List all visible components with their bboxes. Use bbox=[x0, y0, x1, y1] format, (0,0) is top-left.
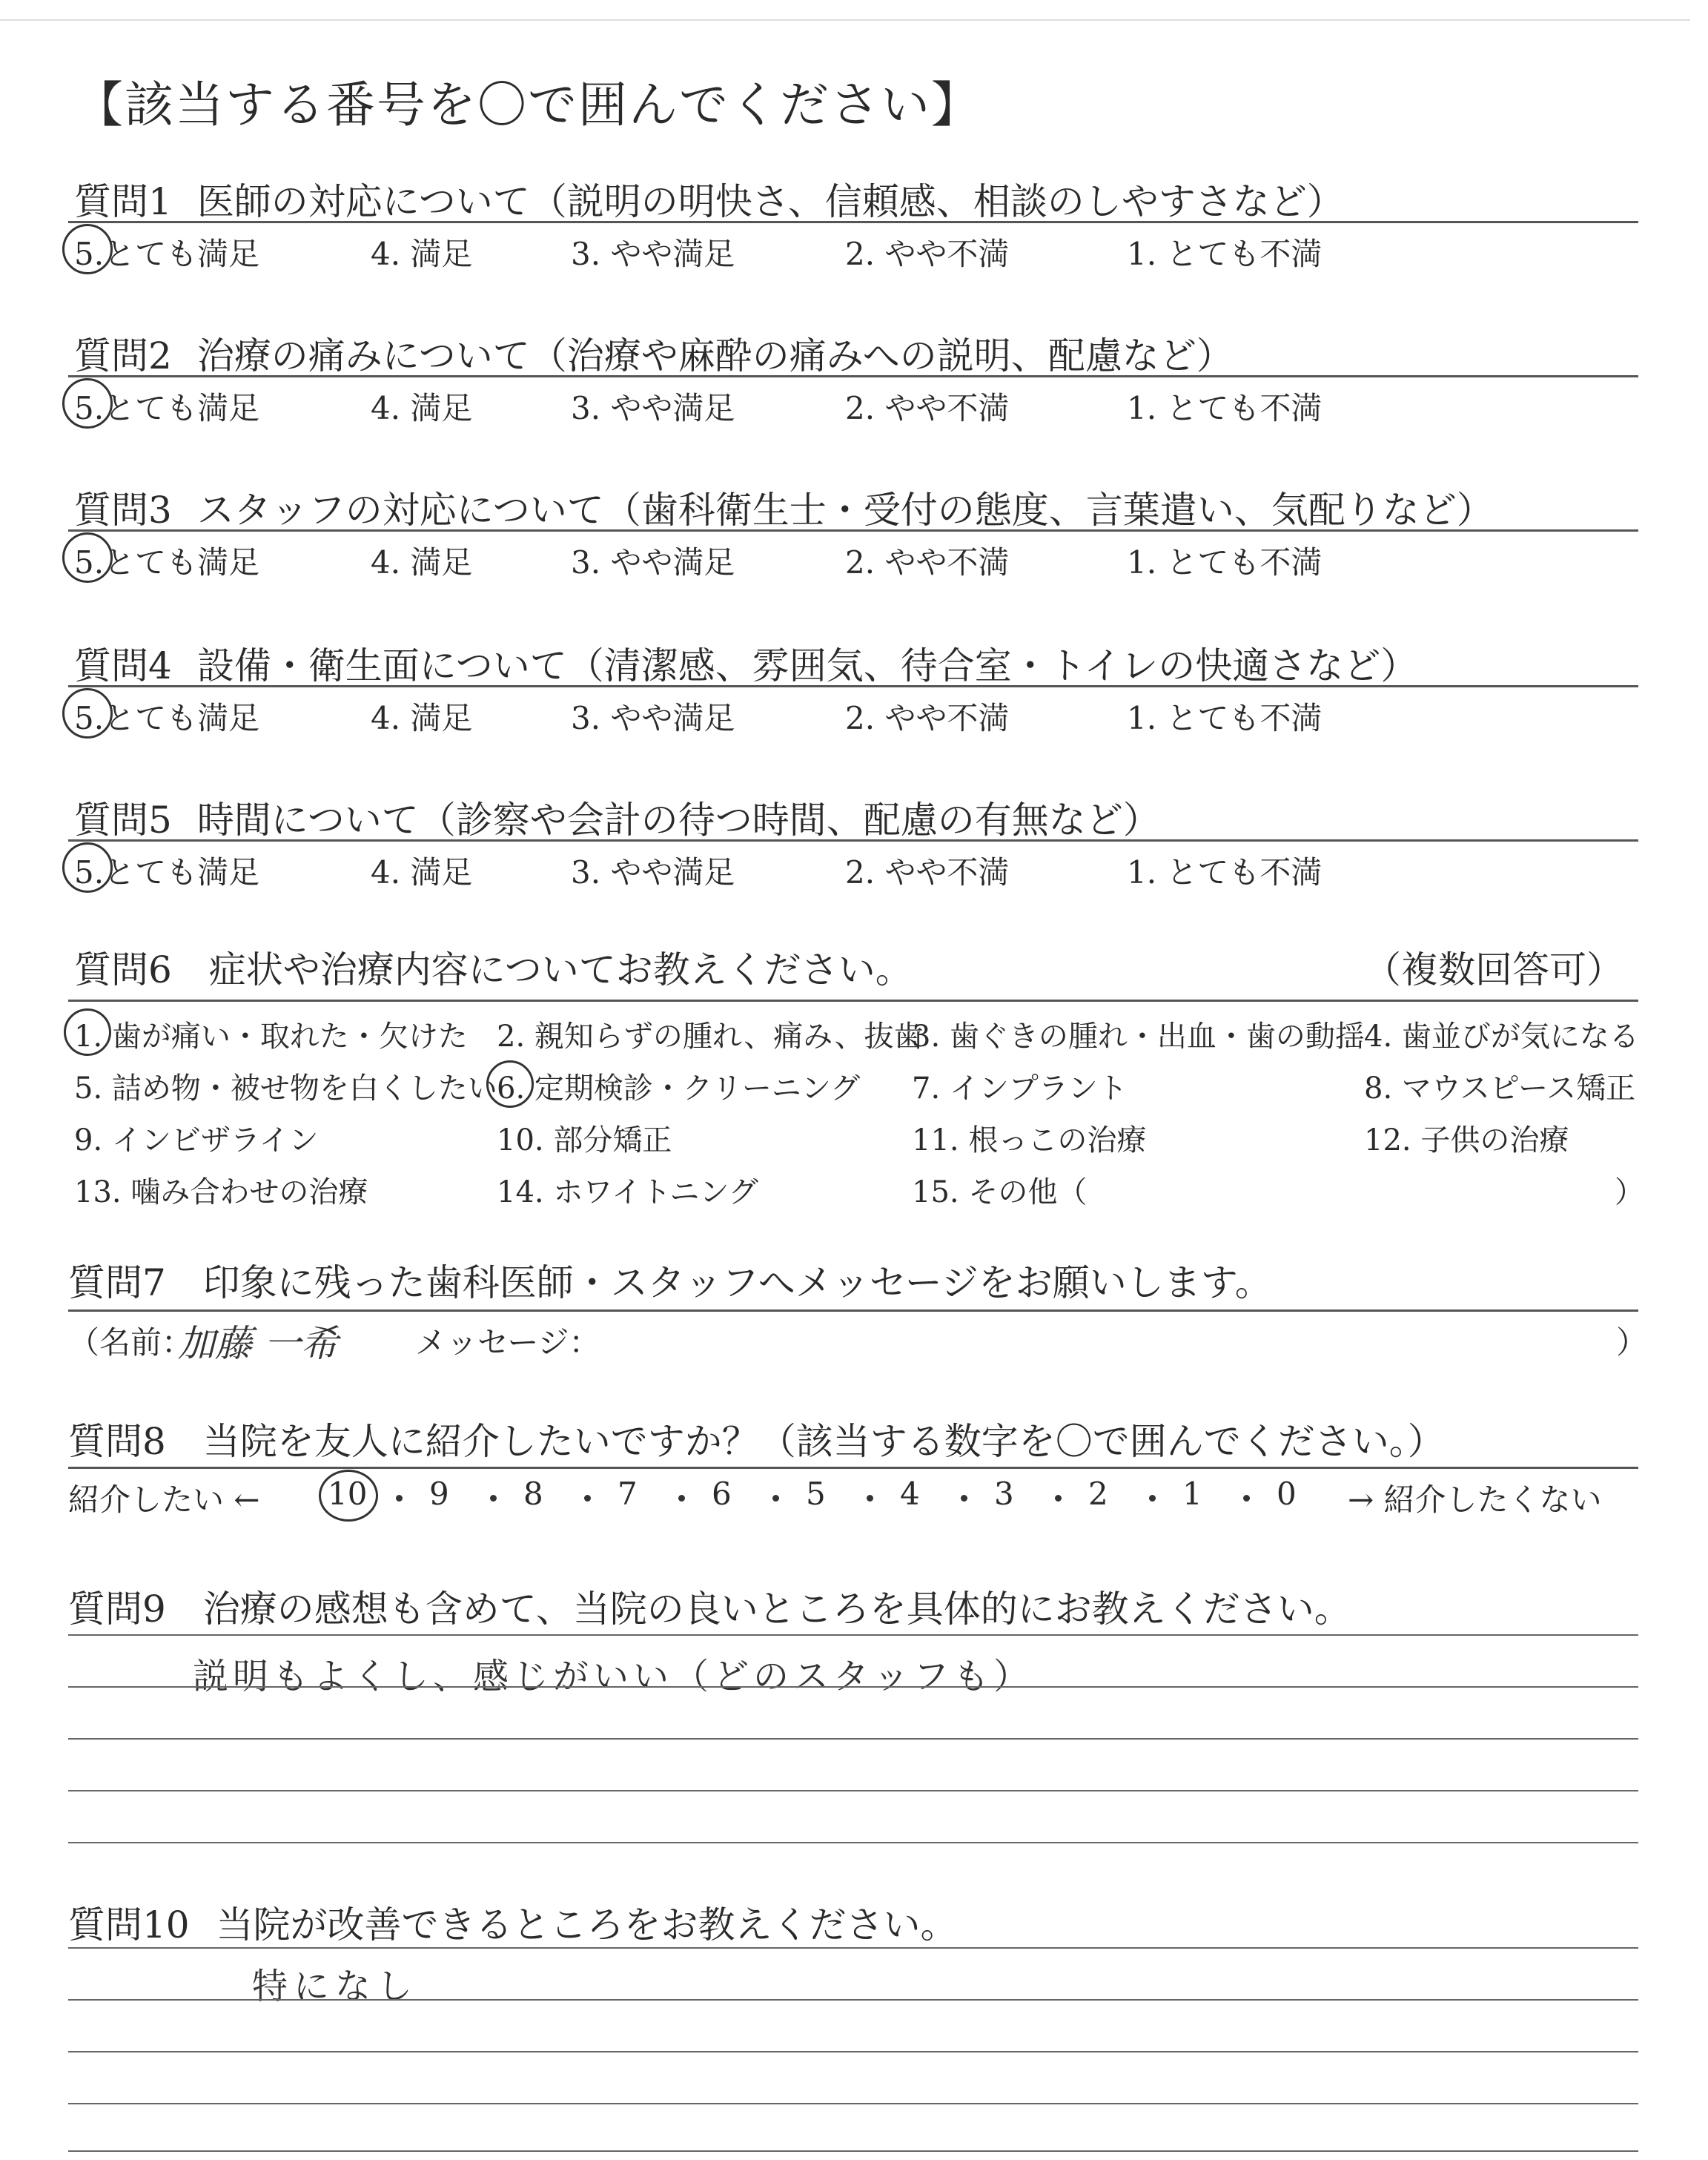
q3-text: スタッフの対応について（歯科衛生士・受付の態度、言葉遣い、気配りなど） bbox=[196, 489, 1494, 532]
q10-line bbox=[68, 2051, 1638, 2052]
q10-line bbox=[68, 2150, 1638, 2152]
q9-line bbox=[68, 1686, 1638, 1688]
q1-selection-circle bbox=[62, 224, 113, 274]
q3-heading bbox=[74, 480, 1494, 534]
q8-scale-separator bbox=[678, 1495, 685, 1502]
q3-option-4[interactable]: 4. 満足 bbox=[371, 544, 473, 581]
q10-line bbox=[68, 1947, 1638, 1949]
q5-option-4[interactable]: 4. 満足 bbox=[371, 854, 473, 891]
q6-option-3[interactable]: 3. 歯ぐきの腫れ・出血・歯の動揺 bbox=[912, 1020, 1365, 1054]
q1-rule bbox=[68, 221, 1638, 223]
q5-rule bbox=[68, 839, 1638, 842]
q8-text: 当院を友人に紹介したいですか？（該当する数字を〇で囲んでください。） bbox=[202, 1420, 1445, 1463]
q5-option-3[interactable]: 3. やや満足 bbox=[571, 854, 735, 891]
q6-selection-circle bbox=[486, 1060, 534, 1108]
q9-line bbox=[68, 1842, 1638, 1843]
q9-text: 治療の感想も含めて、当院の良いところを具体的にお教えください。 bbox=[202, 1588, 1351, 1631]
q8-scale-5[interactable]: 5 bbox=[806, 1476, 826, 1512]
q6-note: （複数回答可） bbox=[1364, 948, 1623, 991]
q2-option-2[interactable]: 2. やや不満 bbox=[845, 390, 1010, 426]
q2-label: 質問2 bbox=[74, 334, 172, 377]
q8-scale-8[interactable]: 8 bbox=[523, 1476, 543, 1512]
q1-text: 医師の対応について（説明の明快さ、信頼感、相談のしやすさなど） bbox=[196, 180, 1344, 223]
q8-scale-3[interactable]: 3 bbox=[994, 1476, 1014, 1512]
q6-option-11[interactable]: 11. 根っこの治療 bbox=[912, 1123, 1147, 1157]
q8-scale-7[interactable]: 7 bbox=[618, 1476, 638, 1512]
q6-option-9[interactable]: 9. インビザライン bbox=[74, 1123, 319, 1157]
q8-heading bbox=[68, 1412, 1445, 1465]
q4-option-1[interactable]: 1. とても不満 bbox=[1127, 700, 1323, 736]
q1-option-4[interactable]: 4. 満足 bbox=[371, 236, 473, 272]
q10-heading bbox=[68, 1895, 958, 1949]
q2-option-3[interactable]: 3. やや満足 bbox=[571, 390, 735, 426]
q6-option-2[interactable]: 2. 親知らずの腫れ、痛み、抜歯 bbox=[497, 1020, 924, 1054]
q8-selection-circle bbox=[319, 1470, 378, 1522]
q6-other-close-paren: ） bbox=[1615, 1175, 1644, 1209]
q9-heading bbox=[68, 1579, 1351, 1633]
q8-scale-separator bbox=[1055, 1495, 1062, 1502]
q4-heading bbox=[74, 636, 1417, 690]
q9-line bbox=[68, 1634, 1638, 1636]
q6-option-13[interactable]: 13. 噛み合わせの治療 bbox=[74, 1175, 368, 1209]
page-title: 【該当する番号を〇で囲んでください】 bbox=[74, 76, 982, 133]
q8-scale-separator bbox=[584, 1495, 591, 1502]
q8-scale-separator bbox=[490, 1495, 497, 1502]
q8-left-label: 紹介したい ← bbox=[68, 1482, 260, 1518]
q10-text: 当院が改善できるところをお教えください。 bbox=[216, 1903, 958, 1946]
q7-name-handwritten: 加藤 一希 bbox=[178, 1322, 338, 1365]
q4-rule bbox=[68, 685, 1638, 687]
q10-line bbox=[68, 2103, 1638, 2104]
q2-option-4[interactable]: 4. 満足 bbox=[371, 390, 473, 426]
q1-option-2[interactable]: 2. やや不満 bbox=[845, 236, 1010, 272]
q10-handwritten-answer: 特になし bbox=[252, 1966, 419, 2007]
q1-label: 質問1 bbox=[74, 180, 172, 223]
q6-option-1[interactable]: 1. 歯が痛い・取れた・欠けた bbox=[74, 1020, 468, 1054]
q6-option-14[interactable]: 14. ホワイトニング bbox=[497, 1175, 758, 1209]
q3-label: 質問3 bbox=[74, 489, 172, 532]
q8-scale-2[interactable]: 2 bbox=[1088, 1476, 1108, 1512]
q7-close-paren: ） bbox=[1616, 1324, 1648, 1361]
q3-option-3[interactable]: 3. やや満足 bbox=[571, 544, 735, 581]
q6-option-8[interactable]: 8. マウスピース矯正 bbox=[1364, 1071, 1636, 1106]
q4-selection-circle bbox=[62, 688, 113, 739]
q5-option-1[interactable]: 1. とても不満 bbox=[1127, 854, 1323, 891]
q8-label: 質問8 bbox=[68, 1420, 166, 1463]
q9-label: 質問9 bbox=[68, 1588, 166, 1631]
q7-label: 質問7 bbox=[68, 1261, 166, 1304]
q4-label: 質問4 bbox=[74, 644, 172, 687]
q6-option-10[interactable]: 10. 部分矯正 bbox=[497, 1123, 672, 1157]
q5-heading bbox=[74, 790, 1160, 844]
q4-option-2[interactable]: 2. やや不満 bbox=[845, 700, 1010, 736]
q3-rule bbox=[68, 529, 1638, 532]
q7-name-label: （名前： bbox=[68, 1324, 193, 1361]
q1-heading bbox=[74, 172, 1344, 225]
q6-text: 症状や治療内容についてお教えください。 bbox=[208, 948, 913, 991]
q7-message-label: メッセージ： bbox=[415, 1324, 600, 1361]
q8-scale-separator bbox=[1243, 1495, 1250, 1502]
q4-option-4[interactable]: 4. 満足 bbox=[371, 700, 473, 736]
q6-option-6[interactable]: 6. 定期検診・クリーニング bbox=[497, 1071, 861, 1106]
q4-option-5[interactable]: 5.とても満足 bbox=[74, 700, 260, 736]
q8-scale-9[interactable]: 9 bbox=[429, 1476, 449, 1512]
q6-option-5[interactable]: 5. 詰め物・被せ物を白くしたい bbox=[74, 1071, 497, 1106]
q10-label: 質問10 bbox=[68, 1903, 190, 1946]
q5-option-2[interactable]: 2. やや不満 bbox=[845, 854, 1010, 891]
q7-text: 印象に残った歯科医師・スタッフへメッセージをお願いします。 bbox=[202, 1261, 1272, 1304]
q7-rule bbox=[68, 1309, 1638, 1312]
scan-top-edge bbox=[0, 19, 1690, 21]
q8-scale-0[interactable]: 0 bbox=[1277, 1476, 1297, 1512]
q6-rule bbox=[68, 1000, 1638, 1002]
q4-option-3[interactable]: 3. やや満足 bbox=[571, 700, 735, 736]
q6-heading bbox=[74, 940, 913, 994]
q8-rule bbox=[68, 1467, 1638, 1469]
q8-scale-separator bbox=[961, 1495, 967, 1502]
q5-selection-circle bbox=[62, 842, 113, 893]
q3-option-1[interactable]: 1. とても不満 bbox=[1127, 544, 1323, 581]
q2-heading bbox=[74, 326, 1234, 380]
q1-option-3[interactable]: 3. やや満足 bbox=[571, 236, 735, 272]
q8-scale-separator bbox=[867, 1495, 873, 1502]
q8-scale-6[interactable]: 6 bbox=[712, 1476, 732, 1512]
q9-handwritten-answer: 説明もよくし、感じがいい（どのスタッフも） bbox=[193, 1656, 1034, 1697]
q1-option-1[interactable]: 1. とても不満 bbox=[1127, 236, 1323, 272]
q5-option-5[interactable]: 5.とても満足 bbox=[74, 854, 260, 891]
q6-label: 質問6 bbox=[74, 948, 172, 991]
q2-option-5[interactable]: 5.とても満足 bbox=[74, 390, 260, 426]
q8-scale-separator bbox=[1149, 1495, 1156, 1502]
q6-option-7[interactable]: 7. インプラント bbox=[912, 1071, 1128, 1106]
q9-line bbox=[68, 1790, 1638, 1791]
q6-option-12[interactable]: 12. 子供の治療 bbox=[1364, 1123, 1569, 1157]
q8-scale-10[interactable]: 10 bbox=[328, 1476, 368, 1512]
q8-scale-4[interactable]: 4 bbox=[900, 1476, 920, 1512]
q3-option-2[interactable]: 2. やや不満 bbox=[845, 544, 1010, 581]
q7-heading bbox=[68, 1253, 1272, 1307]
q8-scale-separator bbox=[772, 1495, 779, 1502]
q10-line bbox=[68, 1999, 1638, 2001]
q8-right-label: → 紹介したくない bbox=[1348, 1482, 1602, 1518]
q5-label: 質問5 bbox=[74, 799, 172, 842]
q4-text: 設備・衛生面について（清潔感、雰囲気、待合室・トイレの快適さなど） bbox=[196, 644, 1418, 687]
q6-option-4[interactable]: 4. 歯並びが気になる bbox=[1364, 1020, 1639, 1054]
q2-selection-circle bbox=[62, 378, 113, 429]
q2-option-1[interactable]: 1. とても不満 bbox=[1127, 390, 1323, 426]
q6-selection-circle bbox=[64, 1008, 111, 1056]
q8-scale-1[interactable]: 1 bbox=[1182, 1476, 1202, 1512]
q2-text: 治療の痛みについて（治療や麻酔の痛みへの説明、配慮など） bbox=[196, 334, 1234, 377]
q5-text: 時間について（診察や会計の待つ時間、配慮の有無など） bbox=[196, 799, 1160, 842]
q1-option-5[interactable]: 5.とても満足 bbox=[74, 236, 260, 272]
q2-rule bbox=[68, 375, 1638, 377]
q3-selection-circle bbox=[62, 532, 113, 583]
q3-option-5[interactable]: 5.とても満足 bbox=[74, 544, 260, 581]
q6-option-15[interactable]: 15. その他（ bbox=[912, 1175, 1088, 1209]
q8-scale-separator bbox=[396, 1495, 403, 1502]
q9-line bbox=[68, 1738, 1638, 1740]
